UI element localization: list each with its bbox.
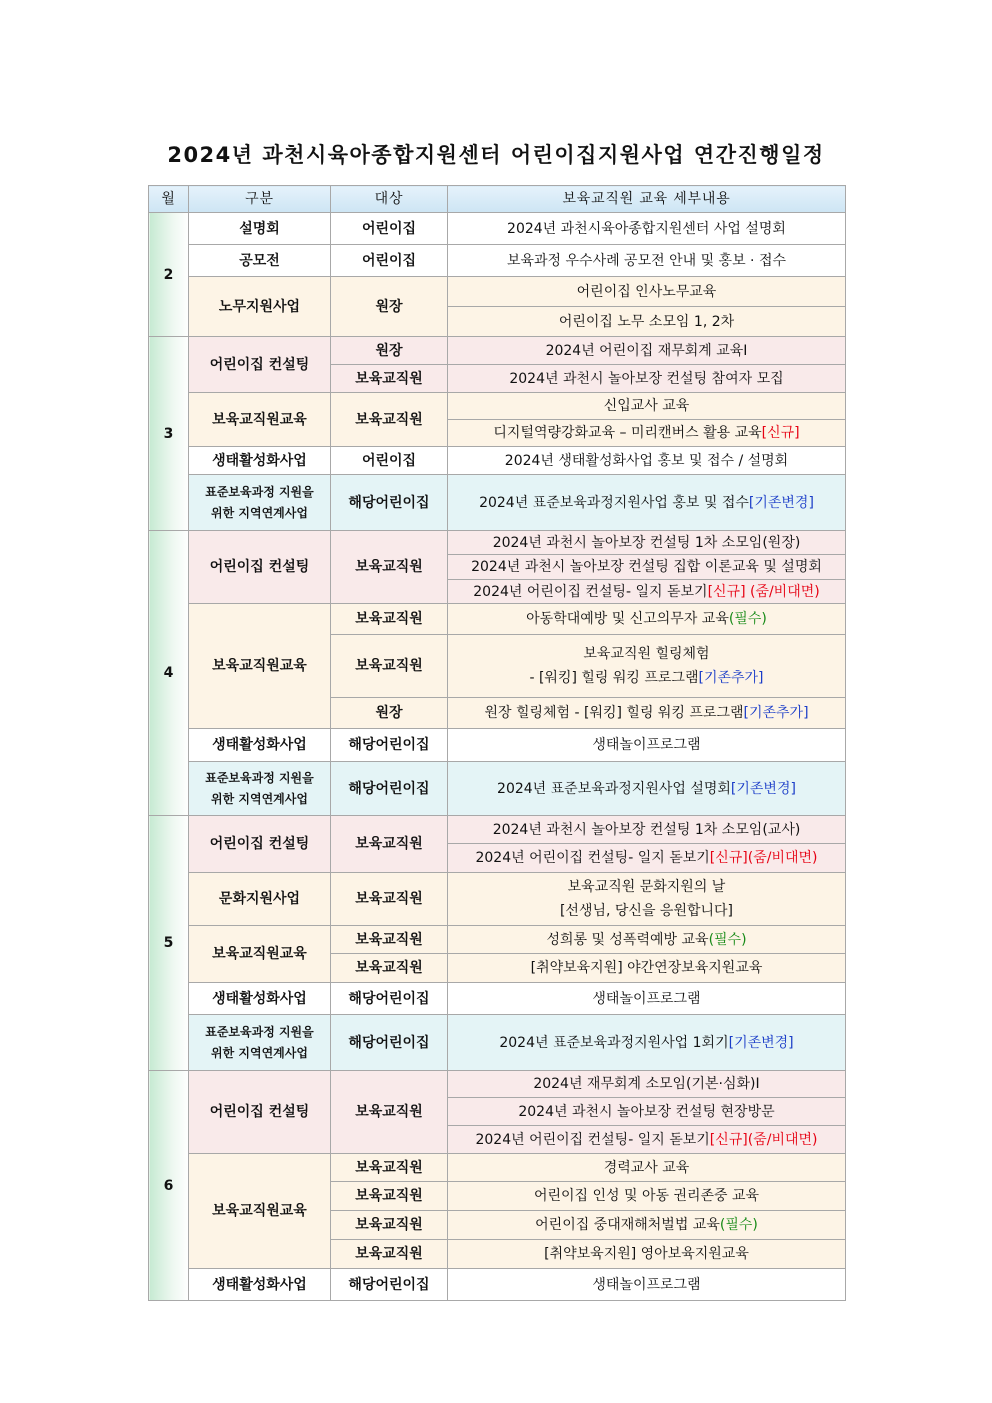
category-cell: 표준보육과정 지원을 위한 지역연계사업 — [189, 1015, 331, 1071]
detail-text: 보육교직원 힐링체험 - [워킹] 힐링 워킹 프로그램 — [529, 646, 710, 686]
detail-text: [취약보육지원] 야간연장보육지원교육 — [530, 960, 763, 976]
header-category: 구분 — [189, 186, 331, 213]
detail-cell — [448, 1182, 846, 1211]
category-cell: 생태활성화사업 — [189, 1269, 331, 1301]
detail-text: 2024년 생태활성화사업 홍보 및 접수 / 설명회 — [504, 452, 789, 469]
detail-tag: (필수) — [708, 931, 747, 948]
detail-text: 2024년 과천시 놀아보장 컨설팅 1차 소모임(교사) — [492, 821, 801, 838]
table-row — [149, 447, 846, 475]
detail-text: 원장 힐링체험 - [워킹] 힐링 워킹 프로그램 — [484, 705, 744, 721]
detail-cell — [448, 954, 846, 983]
detail-cell — [448, 337, 846, 365]
detail-text: 2024년 표준보육과정지원사업 1회기 — [499, 1034, 729, 1051]
table-row — [149, 816, 846, 844]
table-row — [149, 926, 846, 954]
target-cell: 보육교직원 — [331, 1154, 448, 1182]
header-target: 대상 — [331, 186, 448, 213]
detail-cell — [448, 816, 846, 844]
table-row — [149, 245, 846, 277]
category-cell: 표준보육과정 지원을 위한 지역연계사업 — [189, 762, 331, 816]
target-cell: 보육교직원 — [331, 954, 448, 983]
target-cell: 보육교직원 — [331, 873, 448, 926]
category-cell: 문화지원사업 — [189, 873, 331, 926]
table-row — [149, 983, 846, 1015]
category-cell: 표준보육과정 지원을 위한 지역연계사업 — [189, 475, 331, 531]
detail-text: 2024년 재무회계 소모임(기본·심화)Ⅰ — [533, 1076, 760, 1092]
detail-cell — [448, 926, 846, 954]
target-cell: 어린이집 — [331, 213, 448, 245]
detail-cell — [448, 729, 846, 762]
category-cell: 어린이집 컨설팅 — [189, 337, 331, 393]
detail-text: 디지털역량강화교육 – 미리캔버스 활용 교육 — [493, 425, 762, 441]
category-cell: 보육교직원교육 — [189, 926, 331, 983]
detail-cell — [448, 1098, 846, 1126]
detail-cell — [448, 1240, 846, 1269]
target-cell: 원장 — [331, 337, 448, 365]
target-cell: 보육교직원 — [331, 393, 448, 447]
detail-text: 어린이집 중대재해처벌법 교육 — [535, 1217, 720, 1233]
detail-tag: [기존변경] — [748, 494, 814, 511]
detail-text: 생태놀이프로그램 — [592, 990, 701, 1007]
target-cell: 보육교직원 — [331, 816, 448, 873]
detail-cell — [448, 762, 846, 816]
target-cell: 해당어린이집 — [331, 475, 448, 531]
detail-tag: (필수) — [719, 1217, 758, 1233]
detail-text: 2024년 어린이집 재무회계 교육Ⅰ — [545, 342, 748, 359]
target-cell: 해당어린이집 — [331, 729, 448, 762]
detail-cell — [448, 555, 846, 580]
category-cell: 생태활성화사업 — [189, 729, 331, 762]
table-row — [149, 604, 846, 635]
header-row — [149, 186, 846, 213]
detail-text: 2024년 과천시육아종합지원센터 사업 설명회 — [507, 220, 786, 237]
category-cell: 생태활성화사업 — [189, 983, 331, 1015]
detail-cell — [448, 365, 846, 393]
target-cell: 어린이집 — [331, 447, 448, 475]
target-cell: 보육교직원 — [331, 1240, 448, 1269]
table-row — [149, 1015, 846, 1071]
target-cell: 해당어린이집 — [331, 983, 448, 1015]
target-cell: 보육교직원 — [331, 604, 448, 635]
category-cell: 설명회 — [189, 213, 331, 245]
detail-cell — [448, 307, 846, 337]
detail-cell — [448, 698, 846, 729]
target-cell: 보육교직원 — [331, 365, 448, 393]
target-cell: 원장 — [331, 698, 448, 729]
detail-cell — [448, 393, 846, 420]
detail-text: 신입교사 교육 — [603, 398, 690, 414]
detail-text: 2024년 어린이집 컨설팅- 일지 돋보기 — [475, 850, 710, 866]
detail-tag: [기존변경] — [730, 780, 796, 797]
table-row — [149, 213, 846, 245]
target-cell: 보육교직원 — [331, 1211, 448, 1240]
table-row — [149, 531, 846, 555]
month-cell: 5 — [149, 816, 189, 1071]
detail-cell — [448, 1071, 846, 1098]
table-row — [149, 762, 846, 816]
category-cell: 생태활성화사업 — [189, 447, 331, 475]
detail-cell — [448, 1154, 846, 1182]
detail-cell — [448, 447, 846, 475]
detail-text: 생태놀이프로그램 — [592, 1276, 701, 1293]
detail-text: 어린이집 노무 소모임 1, 2차 — [558, 313, 735, 330]
target-cell: 보육교직원 — [331, 1182, 448, 1211]
detail-text: 성희롱 및 성폭력예방 교육 — [546, 931, 709, 948]
target-cell: 보육교직원 — [331, 1071, 448, 1154]
detail-text: 보육교직원 문화지원의 날 [선생님, 당신을 응원합니다] — [559, 879, 734, 919]
category-cell: 어린이집 컨설팅 — [189, 816, 331, 873]
detail-tag: (필수) — [728, 611, 767, 627]
category-cell: 보육교직원교육 — [189, 604, 331, 729]
detail-text: 보육과정 우수사례 공모전 안내 및 홍보 · 접수 — [506, 252, 787, 269]
target-cell: 보육교직원 — [331, 635, 448, 698]
target-cell: 해당어린이집 — [331, 762, 448, 816]
detail-text: [취약보육지원] 영아보육지원교육 — [544, 1246, 749, 1262]
month-cell: 4 — [149, 531, 189, 816]
detail-cell — [448, 420, 846, 447]
detail-tag: [기존추가] — [743, 705, 809, 721]
target-cell: 보육교직원 — [331, 531, 448, 604]
category-cell: 노무지원사업 — [189, 277, 331, 337]
target-cell: 해당어린이집 — [331, 1015, 448, 1071]
detail-text: 어린이집 인사노무교육 — [576, 283, 717, 300]
table-row — [149, 393, 846, 420]
detail-cell — [448, 580, 846, 604]
table-row — [149, 1269, 846, 1301]
detail-text: 2024년 표준보육과정지원사업 홍보 및 접수 — [479, 494, 749, 511]
detail-tag: [신규](줌/비대면) — [709, 850, 818, 866]
detail-text: 경력교사 교육 — [603, 1159, 690, 1176]
table-row — [149, 1071, 846, 1098]
detail-cell — [448, 475, 846, 531]
detail-cell — [448, 873, 846, 926]
detail-tag: [신규] (줌/비대면) — [707, 583, 820, 600]
detail-cell — [448, 604, 846, 635]
detail-text: 2024년 과천시 놀아보장 컨설팅 집합 이론교육 및 설명회 — [471, 559, 822, 575]
detail-tag: [신규](줌/비대면) — [709, 1131, 818, 1148]
detail-cell — [448, 1269, 846, 1301]
category-cell: 보육교직원교육 — [189, 1154, 331, 1269]
detail-cell — [448, 635, 846, 698]
detail-cell — [448, 844, 846, 873]
detail-text: 아동학대예방 및 신고의무자 교육 — [526, 611, 729, 627]
table-row — [149, 729, 846, 762]
detail-text: 2024년 과천시 놀아보장 컨설팅 1차 소모임(원장) — [492, 534, 801, 551]
detail-tag: [기존변경] — [728, 1034, 794, 1051]
detail-cell — [448, 1126, 846, 1154]
detail-cell — [448, 1211, 846, 1240]
category-cell: 어린이집 컨설팅 — [189, 531, 331, 604]
table-row — [149, 1154, 846, 1182]
detail-cell — [448, 1015, 846, 1071]
detail-text: 2024년 표준보육과정지원사업 설명회 — [497, 780, 731, 797]
month-cell: 2 — [149, 213, 189, 337]
table-row — [149, 337, 846, 365]
month-cell: 6 — [149, 1071, 189, 1301]
table-row — [149, 873, 846, 926]
category-cell: 어린이집 컨설팅 — [189, 1071, 331, 1154]
category-cell: 공모전 — [189, 245, 331, 277]
schedule-table — [148, 185, 846, 1301]
target-cell: 어린이집 — [331, 245, 448, 277]
page-title: 2024년 과천시육아종합지원센터 어린이집지원사업 연간진행일정 — [167, 143, 825, 167]
table-row — [149, 475, 846, 531]
detail-text: 2024년 어린이집 컨설팅- 일지 돋보기 — [473, 583, 708, 600]
header-month: 월 — [149, 186, 189, 213]
detail-text: 어린이집 인성 및 아동 권리존중 교육 — [533, 1188, 760, 1204]
target-cell: 보육교직원 — [331, 926, 448, 954]
target-cell: 원장 — [331, 277, 448, 337]
header-details: 보육교직원 교육 세부내용 — [448, 186, 846, 213]
detail-text: 2024년 과천시 놀아보장 컨설팅 현장방문 — [518, 1103, 775, 1120]
category-cell: 보육교직원교육 — [189, 393, 331, 447]
month-cell: 3 — [149, 337, 189, 531]
detail-text: 2024년 어린이집 컨설팅- 일지 돋보기 — [475, 1131, 710, 1148]
detail-tag: [기존추가] — [698, 670, 764, 686]
detail-tag: [신규] — [761, 425, 800, 441]
detail-cell — [448, 983, 846, 1015]
table-row — [149, 277, 846, 307]
detail-cell — [448, 213, 846, 245]
target-cell: 해당어린이집 — [331, 1269, 448, 1301]
detail-cell — [448, 531, 846, 555]
detail-text: 2024년 과천시 놀아보장 컨설팅 참여자 모집 — [509, 370, 784, 387]
detail-cell — [448, 245, 846, 277]
detail-text: 생태놀이프로그램 — [592, 737, 701, 753]
detail-cell — [448, 277, 846, 307]
